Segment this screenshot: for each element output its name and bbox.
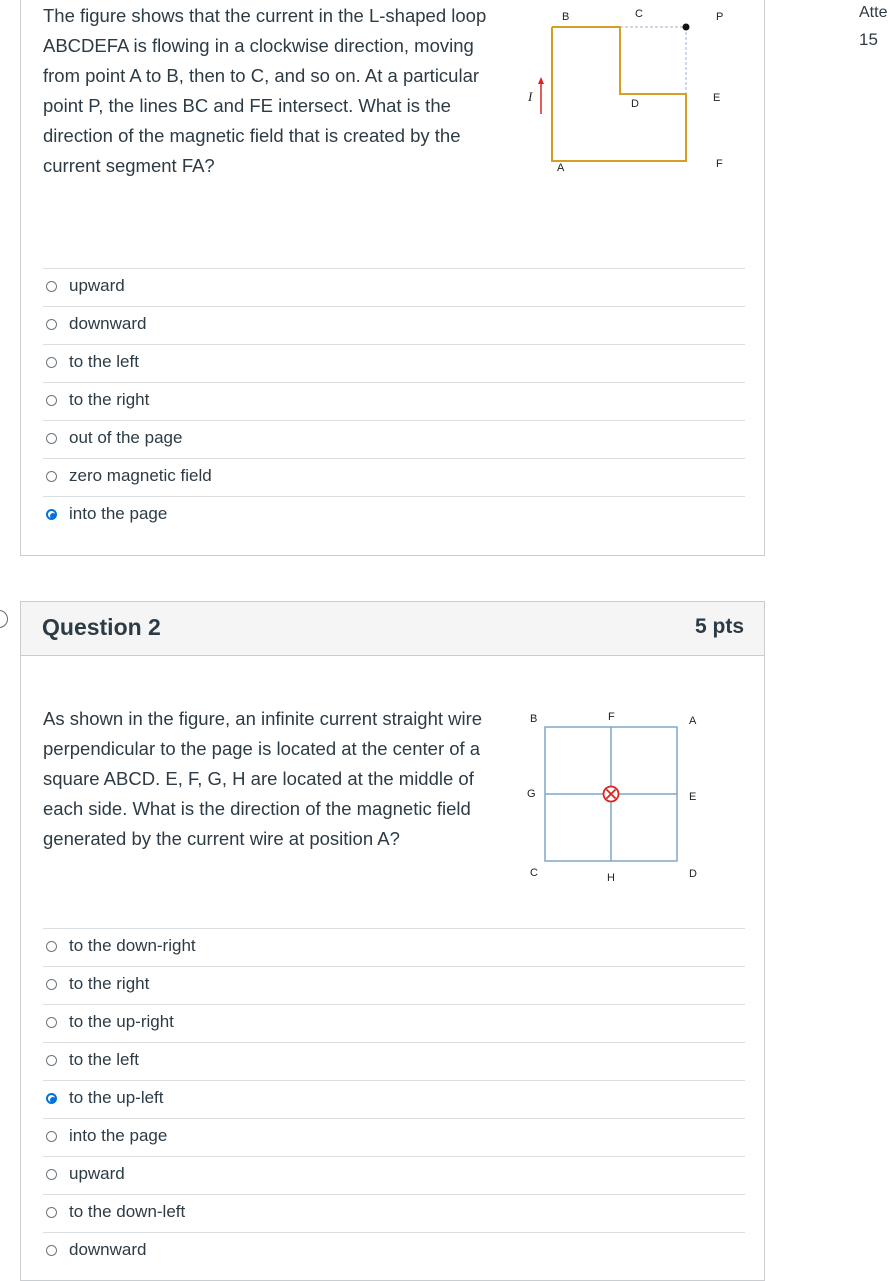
radio-button[interactable] [46, 979, 57, 990]
question-2-text: As shown in the figure, an infinite current straight wire perpendicular to the page is located at the center of a square ABCD. E, F, G, H are located at the middle of each side. What is the direction of the magnetic field generated by the current wire at position A? [43, 708, 483, 849]
question-1-card [20, 0, 765, 556]
question-2-figure [516, 706, 716, 886]
label-D: D [631, 98, 639, 110]
label-B: B [562, 11, 570, 23]
radio-button[interactable] [46, 471, 57, 482]
label-E: E [689, 791, 697, 803]
radio-button[interactable] [46, 357, 57, 368]
label-C: C [635, 8, 643, 20]
current-arrow-head [538, 77, 544, 84]
question-2-header [21, 602, 764, 656]
answer-option[interactable]: to the down-right [43, 928, 745, 966]
question-flag-icon[interactable] [0, 610, 8, 628]
question-points: 5 pts [694, 615, 744, 638]
label-H: H [607, 872, 615, 884]
radio-button[interactable] [46, 941, 57, 952]
label-A: A [557, 162, 565, 174]
radio-button[interactable] [46, 1207, 57, 1218]
label-I: I [528, 89, 533, 104]
label-C: C [530, 867, 538, 879]
answer-option[interactable]: downward [43, 1232, 745, 1270]
radio-button[interactable] [46, 1245, 57, 1256]
answer-option-selected[interactable]: to the up-left [43, 1080, 745, 1118]
label-D: D [689, 868, 697, 880]
radio-button[interactable] [46, 1017, 57, 1028]
loop-wire [552, 27, 686, 161]
radio-button[interactable] [46, 433, 57, 444]
answer-option[interactable]: zero magnetic field [43, 458, 745, 496]
point-p-dot [683, 24, 690, 31]
question-1-text: The figure shows that the current in the L-shaped loop ABCDEFA is flowing in a clockwise direction, moving from point A to B, then to C, and so on. At a particular point P, the lines BC and FE intersect. What is the direction of the magnetic field that is created by the current segment FA? [43, 5, 487, 176]
question-2-answers [43, 928, 745, 1270]
label-F: F [716, 158, 723, 170]
answer-option[interactable]: downward [43, 306, 745, 344]
question-2-card [20, 601, 765, 1281]
radio-button[interactable] [46, 319, 57, 330]
radio-button-checked[interactable] [46, 509, 57, 520]
label-E: E [713, 92, 721, 104]
radio-button[interactable] [46, 395, 57, 406]
answer-option[interactable]: to the left [43, 1042, 745, 1080]
label-F: F [608, 711, 615, 723]
question-title: Question 2 [42, 614, 161, 640]
radio-button[interactable] [46, 1055, 57, 1066]
attempt-value: 15 [859, 30, 878, 49]
answer-option[interactable]: to the right [43, 382, 745, 420]
answer-option[interactable]: upward [43, 268, 745, 306]
label-A: A [689, 715, 697, 727]
attempt-label: Atte [859, 4, 888, 21]
question-1-answers [43, 268, 745, 534]
answer-option[interactable]: to the left [43, 344, 745, 382]
radio-button-checked[interactable] [46, 1093, 57, 1104]
answer-option[interactable]: to the down-left [43, 1194, 745, 1232]
label-B: B [530, 713, 538, 725]
label-P: P [716, 11, 724, 23]
label-G: G [527, 788, 536, 800]
answer-option-selected[interactable]: into the page [43, 496, 745, 534]
radio-button[interactable] [46, 1169, 57, 1180]
question-1-figure [511, 4, 726, 179]
radio-button[interactable] [46, 281, 57, 292]
answer-option[interactable]: into the page [43, 1118, 745, 1156]
answer-option[interactable]: to the up-right [43, 1004, 745, 1042]
answer-option[interactable]: upward [43, 1156, 745, 1194]
answer-option[interactable]: to the right [43, 966, 745, 1004]
answer-option[interactable]: out of the page [43, 420, 745, 458]
radio-button[interactable] [46, 1131, 57, 1142]
